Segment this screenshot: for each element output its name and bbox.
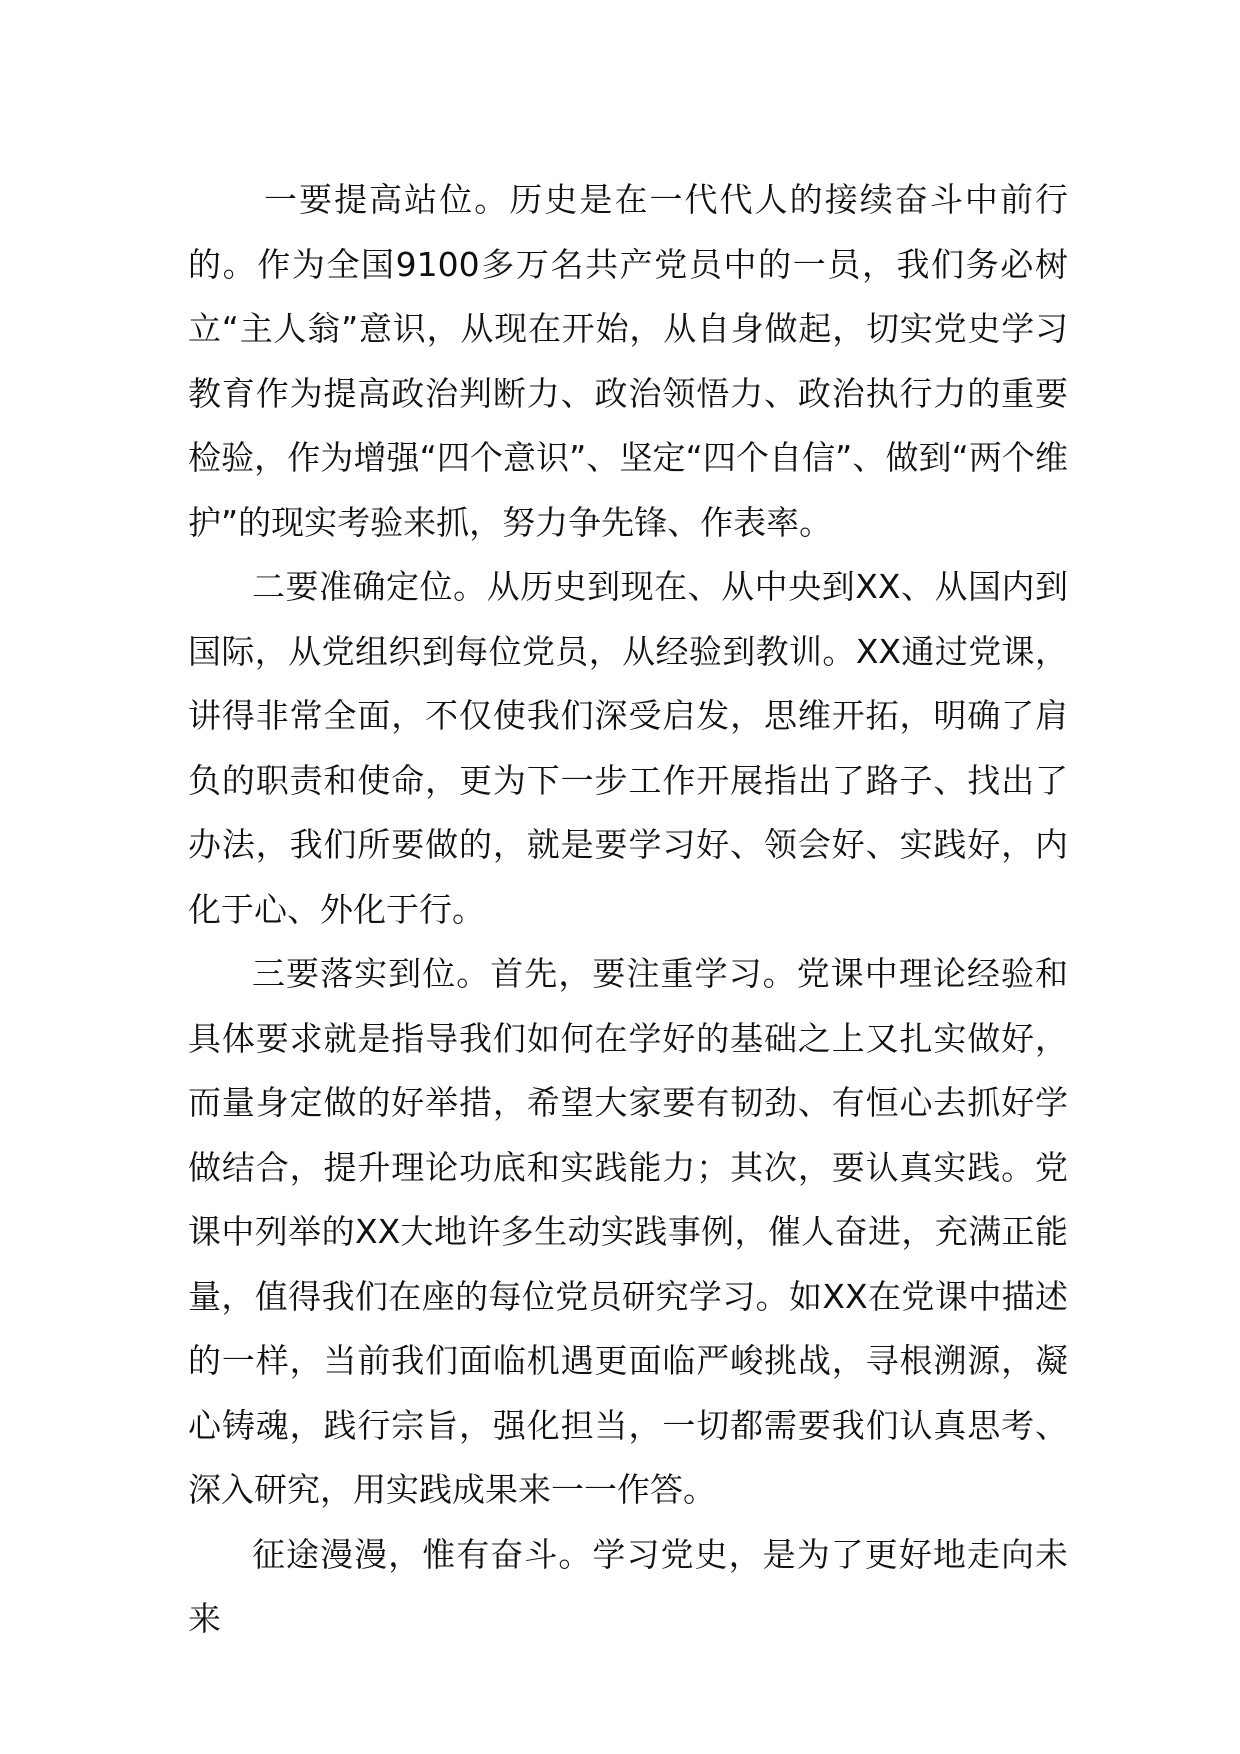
document-body — [188, 168, 1068, 1652]
paragraph-raise-position: 一要提高站位。历史是在一代代人的接续奋斗中前行的。作为全国9100多万名共产党员中的一员，我们务必树立“主人翁”意识，从现在开始，从自身做起，切实党史学习教育作为提高政治判断力、政治领悟力、政治执行力的重要检验，作为增强“四个意识”、坚定“四个自信”、做到“两个维护”的现实考验来抓，努力争先锋、作表率。 — [188, 180, 1068, 542]
paragraph-accurate-positioning: 二要准确定位。从历史到现在、从中央到XX、从国内到国际，从党组织到每位党员，从经验到教训。XX通过党课，讲得非常全面，不仅使我们深受启发，思维开拓，明确了肩负的职责和使命，更为下一步工作开展指出了路子、找出了办法，我们所要做的，就是要学习好、领会好、实践好，内化于心、外化于行。 — [188, 567, 1068, 929]
paragraph-implement-in-place: 三要落实到位。首先，要注重学习。党课中理论经验和具体要求就是指导我们如何在学好的基础之上又扎实做好，而量身定做的好举措，希望大家要有韧劲、有恒心去抓好学做结合，提升理论功底和实践能力；其次，要认真实践。党课中列举的XX大地许多生动实践事例，催人奋进，充满正能量，值得我们在座的每位党员研究学习。如XX在党课中描述的一样，当前我们面临机遇更面临严峻挑战，寻根溯源，凝心铸魂，践行宗旨，强化担当，一切都需要我们认真思考、深入研究，用实践成果来一一作答。 — [188, 954, 1068, 1509]
paragraph-long-journey: 征途漫漫，惟有奋斗。学习党史，是为了更好地走向未来 — [188, 1534, 1068, 1638]
